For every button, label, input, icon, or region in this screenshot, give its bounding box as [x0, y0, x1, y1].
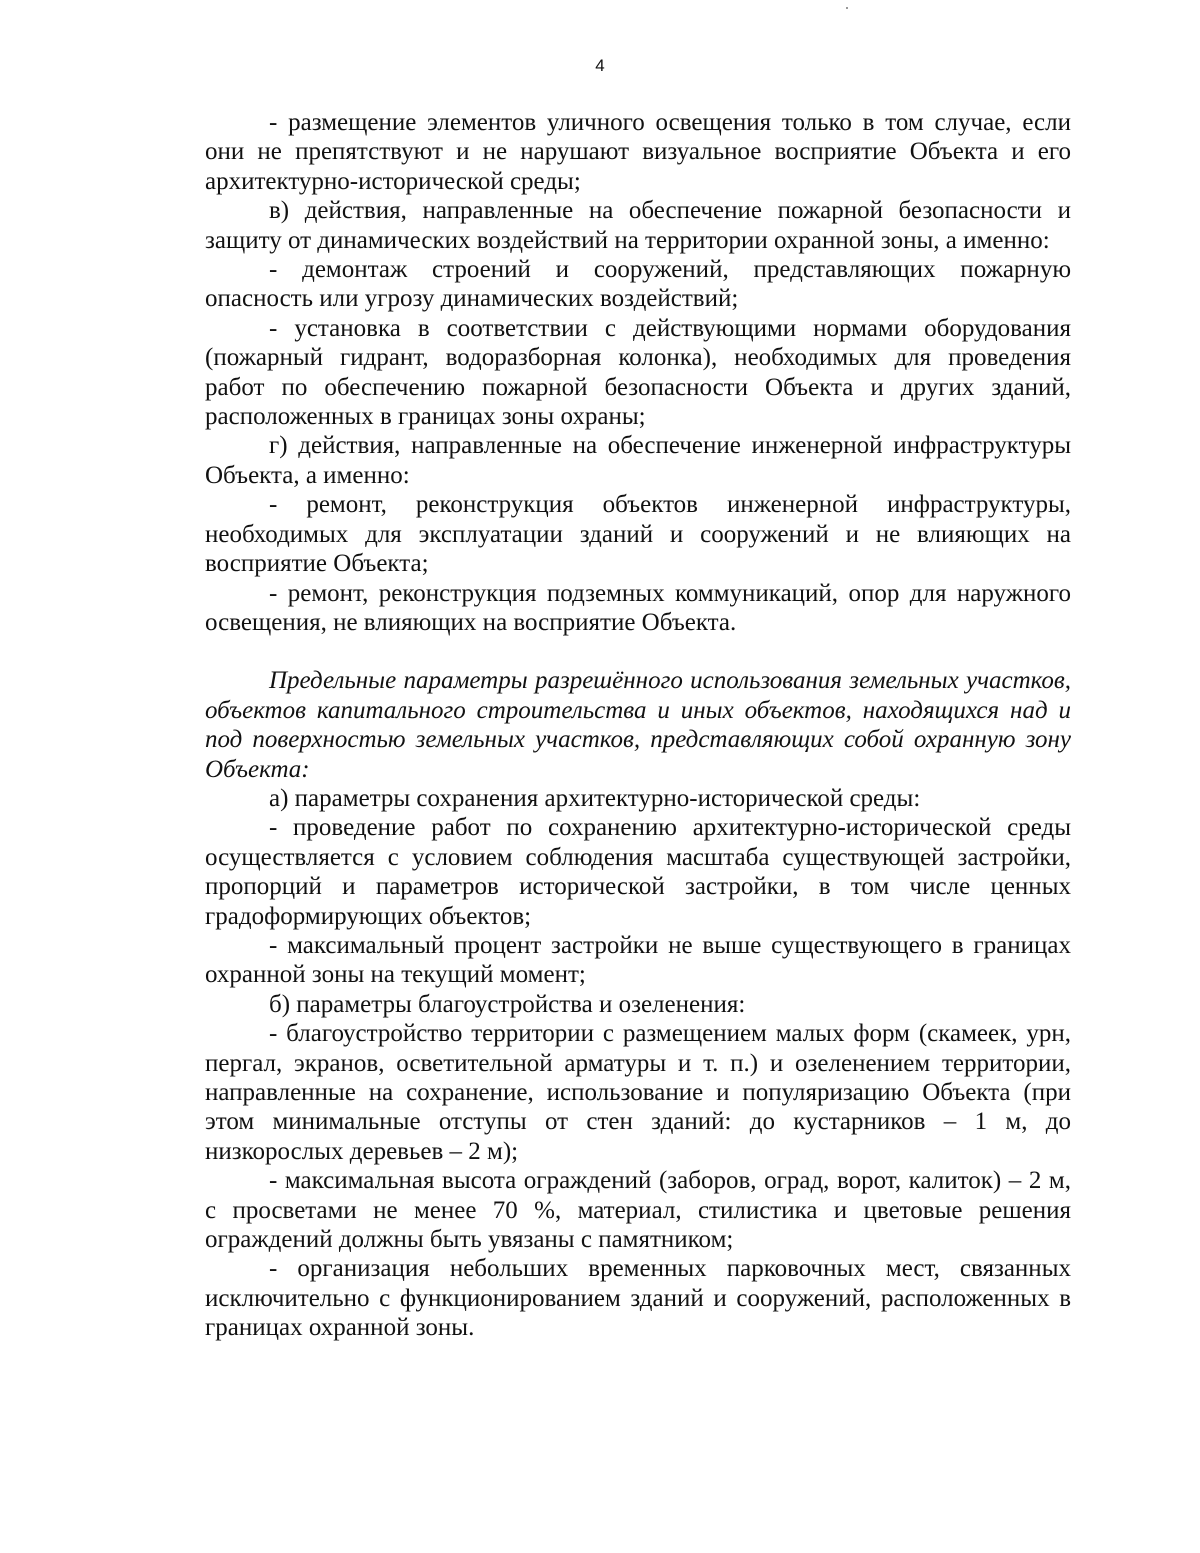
- paragraph-landscaping: - благоустройство территории с размещением малых форм (скамеек, урн, пергал, экранов, осветительной арматуры и т. п.) и озеленением территории, направленные на сохранение, использование и популяризацию Объекта (при этом минимальные отступы от стен зданий: до кустарников – 1 м, до низкорослых деревьев – 2 м);: [205, 1020, 1071, 1165]
- paragraph-fence-height: - максимальная высота ограждений (заборов, оград, ворот, калиток) – 2 м, с просветами не менее 70 %, материал, стилистика и цветовые решения ограждений должны быть увязаны с памятником;: [205, 1167, 1071, 1254]
- paragraph-fire-safety-heading: в) действия, направленные на обеспечение пожарной безопасности и защиту от динамических воздействий на территории охранной зоны, а именно:: [205, 197, 1071, 254]
- paragraph-lighting: - размещение элементов уличного освещения только в том случае, если они не препятствуют и не нарушают визуальное восприятие Объекта и его архитектурно-исторической среды;: [205, 109, 1071, 195]
- paragraph-preservation-works: - проведение работ по сохранению архитектурно-исторической среды осуществляется с условием соблюдения масштаба существующей застройки, пропорций и параметров исторической застройки, в том числе ценных градоформирующих объектов;: [205, 814, 1071, 930]
- section-heading-limit-parameters: Предельные параметры разрешённого использования земельных участков, объектов капитального строительства и иных объектов, находящихся над и под поверхностью земельных участков, представляющих собой охранную зону Объекта:: [205, 667, 1071, 783]
- paragraph-engineering-heading: г) действия, направленные на обеспечение инженерной инфраструктуры Объекта, а именно:: [205, 432, 1071, 489]
- paragraph-underground-repair: - ремонт, реконструкция подземных коммуникаций, опор для наружного освещения, не влияющих на восприятие Объекта.: [205, 579, 1071, 636]
- page-number: 4: [595, 56, 605, 75]
- paragraph-landscaping-heading: б) параметры благоустройства и озеленения:: [269, 990, 746, 1018]
- paragraph-equipment-install: - установка в соответствии с действующими нормами оборудования (пожарный гидрант, водоразборная колонка), необходимых для проведения работ по обеспечению пожарной безопасности Объекта и других зданий, расположенных в границах зоны охраны;: [205, 314, 1071, 431]
- paragraph-max-building-percent: - максимальный процент застройки не выше существующего в границах охранной зоны на текущий момент;: [205, 931, 1071, 989]
- scan-speck: [846, 7, 848, 9]
- paragraph-preservation-heading: а) параметры сохранения архитектурно-исторической среды:: [269, 784, 921, 812]
- document-body: [205, 108, 1071, 1343]
- paragraph-demolition: - демонтаж строений и сооружений, представляющих пожарную опасность или угрозу динамических воздействий;: [205, 256, 1071, 313]
- paragraph-engineering-repair: - ремонт, реконструкция объектов инженерной инфраструктуры, необходимых для эксплуатации зданий и сооружений и не влияющих на восприятие Объекта;: [205, 491, 1071, 578]
- paragraph-parking: - организация небольших временных парковочных мест, связанных исключительно с функционированием зданий и сооружений, расположенных в границах охранной зоны.: [205, 1255, 1071, 1342]
